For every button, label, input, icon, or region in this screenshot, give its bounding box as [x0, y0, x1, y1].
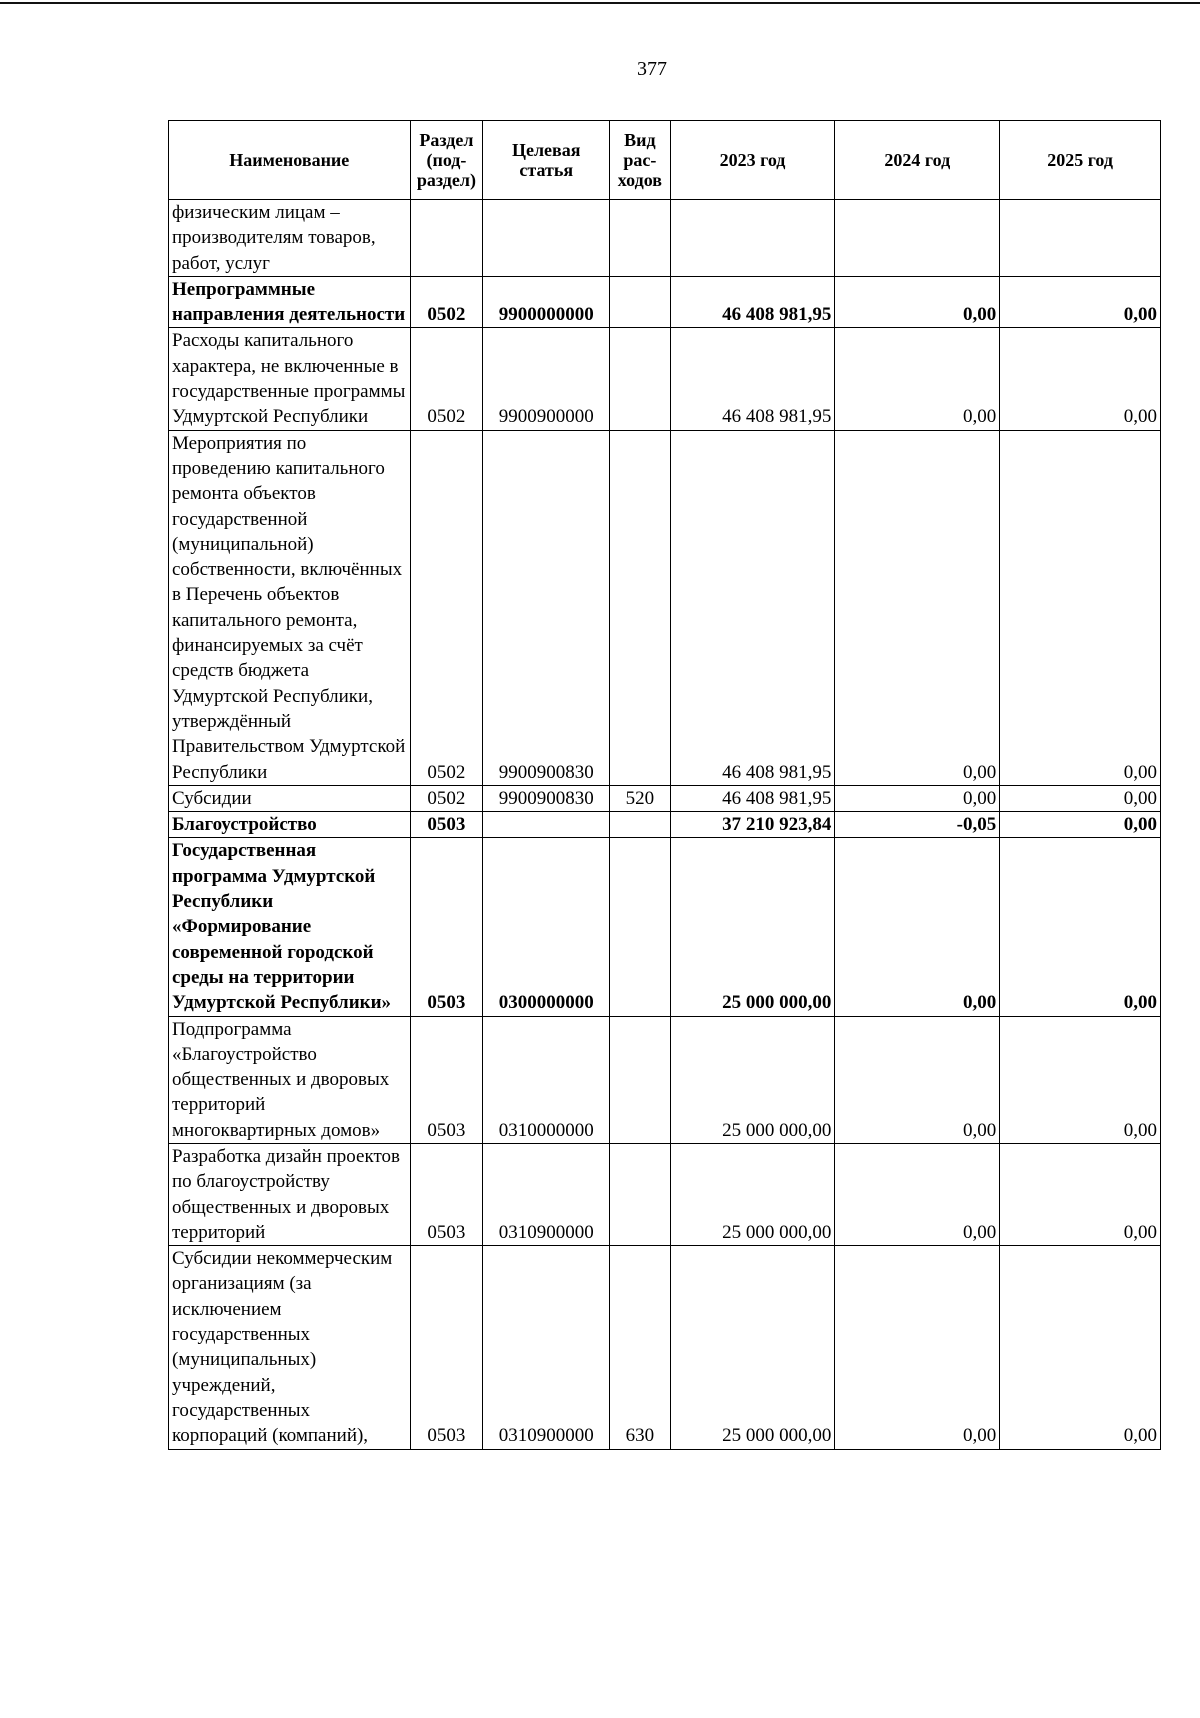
row-2025: 0,00 — [1000, 276, 1161, 328]
row-2023: 25 000 000,00 — [670, 1246, 835, 1449]
row-2023: 25 000 000,00 — [670, 1016, 835, 1143]
row-section: 0502 — [410, 785, 483, 811]
row-article: 0310900000 — [483, 1143, 610, 1245]
row-section: 0503 — [410, 812, 483, 838]
header-2024: 2024 год — [835, 121, 1000, 200]
row-article: 0310900000 — [483, 1246, 610, 1449]
row-2023 — [670, 200, 835, 277]
row-article: 9900900830 — [483, 785, 610, 811]
row-2024: 0,00 — [835, 430, 1000, 785]
row-expense-type — [610, 812, 670, 838]
row-section: 0502 — [410, 328, 483, 430]
row-expense-type — [610, 1143, 670, 1245]
row-2023: 46 408 981,95 — [670, 276, 835, 328]
row-2025: 0,00 — [1000, 1246, 1161, 1449]
budget-table — [168, 120, 1161, 1450]
row-2025: 0,00 — [1000, 812, 1161, 838]
row-2024: 0,00 — [835, 328, 1000, 430]
row-name: физическим лицам – производителям товаров, работ, услуг — [169, 200, 411, 277]
header-2023: 2023 год — [670, 121, 835, 200]
row-section: 0503 — [410, 1016, 483, 1143]
top-border-line — [0, 2, 1200, 4]
row-name: Непрограммные направления деятельности — [169, 276, 411, 328]
row-2024: 0,00 — [835, 276, 1000, 328]
row-2023: 37 210 923,84 — [670, 812, 835, 838]
row-expense-type — [610, 276, 670, 328]
row-section — [410, 200, 483, 277]
row-expense-type: 630 — [610, 1246, 670, 1449]
table-row — [169, 200, 1161, 277]
table-header-row — [169, 121, 1161, 200]
row-2024: 0,00 — [835, 785, 1000, 811]
row-expense-type — [610, 838, 670, 1016]
row-name: Разработка дизайн проектов по благоустройству общественных и дворовых территорий — [169, 1143, 411, 1245]
row-2023: 25 000 000,00 — [670, 1143, 835, 1245]
row-2024: 0,00 — [835, 1143, 1000, 1245]
row-article: 0300000000 — [483, 838, 610, 1016]
header-article: Целевая статья — [483, 121, 610, 200]
row-name: Субсидии некоммерческим организациям (за исключением государственных (муниципальных) учреждений, государственных корпораций (компаний), — [169, 1246, 411, 1449]
row-2025: 0,00 — [1000, 1143, 1161, 1245]
row-name: Благоустройство — [169, 812, 411, 838]
row-2025: 0,00 — [1000, 838, 1161, 1016]
table-row — [169, 838, 1161, 1016]
row-article: 9900900830 — [483, 430, 610, 785]
row-section: 0503 — [410, 1246, 483, 1449]
row-2025: 0,00 — [1000, 328, 1161, 430]
row-section: 0502 — [410, 430, 483, 785]
row-name: Расходы капитального характера, не включенные в государственные программы Удмуртской Республики — [169, 328, 411, 430]
row-expense-type: 520 — [610, 785, 670, 811]
row-name: Мероприятия по проведению капитального ремонта объектов государственной (муниципальной) собственности, включённых в Перечень объектов капитального ремонта, финансируемых за счёт средств бюджета Удмуртской Республики, утверждённый Правительством Удмуртской Республики — [169, 430, 411, 785]
row-2023: 25 000 000,00 — [670, 838, 835, 1016]
row-expense-type — [610, 328, 670, 430]
header-expense-type: Вид рас-ходов — [610, 121, 670, 200]
row-2024: 0,00 — [835, 1016, 1000, 1143]
row-name: Подпрограмма «Благоустройство общественных и дворовых территорий многоквартирных домов» — [169, 1016, 411, 1143]
row-2023: 46 408 981,95 — [670, 430, 835, 785]
row-2025: 0,00 — [1000, 785, 1161, 811]
row-2024: 0,00 — [835, 1246, 1000, 1449]
row-2023: 46 408 981,95 — [670, 785, 835, 811]
table-row — [169, 812, 1161, 838]
table-row — [169, 430, 1161, 785]
row-expense-type — [610, 1016, 670, 1143]
row-expense-type — [610, 430, 670, 785]
row-name: Государственная программа Удмуртской Республики «Формирование современной городской среды на территории Удмуртской Республики» — [169, 838, 411, 1016]
row-2024: -0,05 — [835, 812, 1000, 838]
row-expense-type — [610, 200, 670, 277]
row-2024 — [835, 200, 1000, 277]
row-2025: 0,00 — [1000, 430, 1161, 785]
header-name: Наименование — [169, 121, 411, 200]
table-row — [169, 1143, 1161, 1245]
row-article — [483, 812, 610, 838]
row-section: 0503 — [410, 838, 483, 1016]
row-2025 — [1000, 200, 1161, 277]
table-row — [169, 276, 1161, 328]
row-article: 9900900000 — [483, 328, 610, 430]
row-2024: 0,00 — [835, 838, 1000, 1016]
row-2025: 0,00 — [1000, 1016, 1161, 1143]
table-row — [169, 328, 1161, 430]
row-article: 9900000000 — [483, 276, 610, 328]
page-number: 377 — [637, 58, 667, 80]
row-article: 0310000000 — [483, 1016, 610, 1143]
header-2025: 2025 год — [1000, 121, 1161, 200]
row-2023: 46 408 981,95 — [670, 328, 835, 430]
row-name: Субсидии — [169, 785, 411, 811]
row-section: 0503 — [410, 1143, 483, 1245]
table-row — [169, 1246, 1161, 1449]
row-article — [483, 200, 610, 277]
header-section: Раздел (под-раздел) — [410, 121, 483, 200]
row-section: 0502 — [410, 276, 483, 328]
table-row — [169, 1016, 1161, 1143]
table-row — [169, 785, 1161, 811]
